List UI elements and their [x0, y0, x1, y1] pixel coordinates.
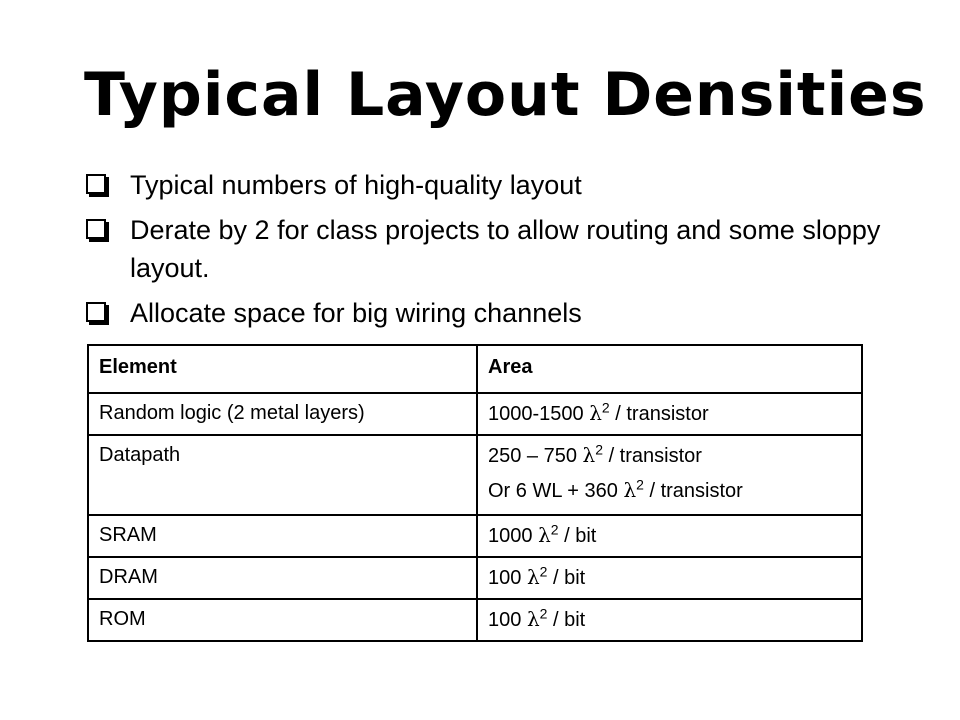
cell-element: Datapath: [88, 435, 477, 515]
table-row: [88, 557, 862, 599]
cell-element: SRAM: [88, 515, 477, 557]
lambda-symbol: λ: [589, 401, 602, 425]
bullet-item: [84, 294, 884, 332]
table-row: [88, 393, 862, 435]
cell-element: DRAM: [88, 557, 477, 599]
bullet-text: Derate by 2 for class projects to allow routing and some sloppy layout.: [130, 215, 881, 283]
cell-area: 100 $\lambda^2$ / bit: [477, 557, 862, 599]
cell-area: 1000 $\lambda^2$ / bit: [477, 515, 862, 557]
checkbox-bullet-icon: [86, 302, 106, 322]
density-table: [87, 344, 863, 642]
table-row: [88, 599, 862, 641]
cell-element: Random logic (2 metal layers): [88, 393, 477, 435]
cell-area: 1000-1500 $\lambda^2$ / transistor: [477, 393, 862, 435]
checkbox-bullet-icon: [86, 174, 106, 194]
cell-area: 100 $\lambda^2$ / bit: [477, 599, 862, 641]
lambda-symbol: λ: [623, 478, 637, 502]
lambda-symbol: λ: [538, 523, 551, 547]
bullet-item: [84, 211, 884, 287]
bullet-text: Typical numbers of high-quality layout: [130, 170, 582, 200]
checkbox-bullet-icon: [86, 219, 106, 239]
lambda-symbol: λ: [582, 443, 596, 467]
bullet-item: [84, 166, 884, 204]
lambda-symbol: λ: [526, 607, 540, 631]
page-title: Typical Layout Densities: [84, 60, 927, 130]
bullet-list: [84, 166, 884, 339]
cell-element: ROM: [88, 599, 477, 641]
table-header-row: [88, 345, 862, 393]
lambda-symbol: λ: [526, 565, 540, 589]
table-row: [88, 515, 862, 557]
cell-area: 250 – 750 $\lambda^2$ / transistor Or 6 WL + 360 $\lambda^2$ / transistor: [477, 435, 862, 515]
header-area: Area: [477, 345, 862, 393]
header-element: Element: [88, 345, 477, 393]
table-row: [88, 435, 862, 515]
bullet-text: Allocate space for big wiring channels: [130, 298, 582, 328]
